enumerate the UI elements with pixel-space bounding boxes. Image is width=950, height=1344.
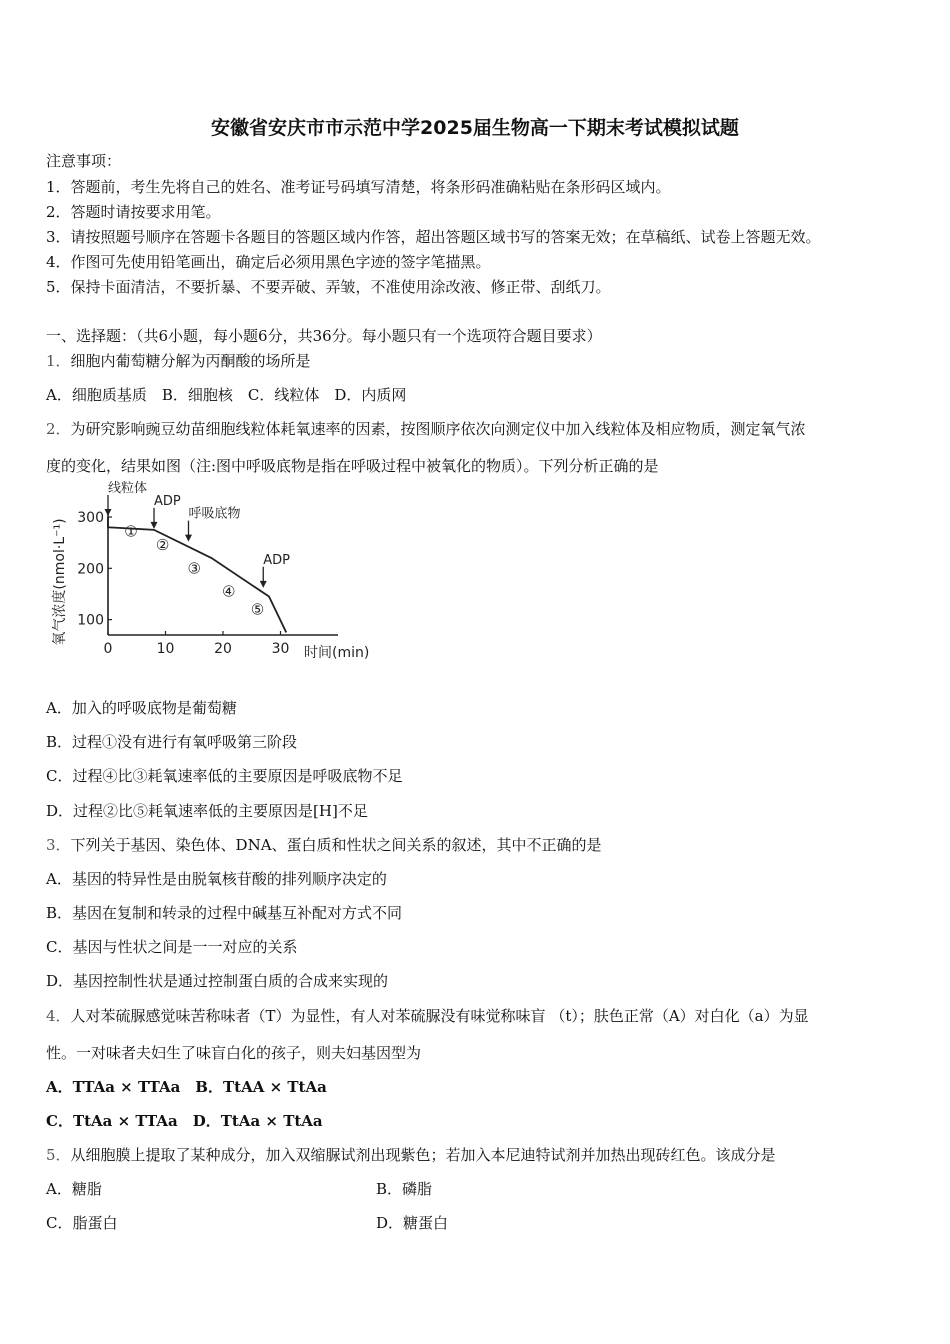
q5-option-b: B．磷脂 — [376, 1180, 433, 1198]
q3-option-d: D．基因控制性状是通过控制蛋白质的合成来实现的 — [46, 972, 389, 990]
page-title: 安徽省安庆市市示范中学2025届生物高一下期末考试模拟试题 — [211, 117, 739, 139]
q2-option-b: B．过程①没有进行有氧呼吸第三阶段 — [46, 733, 298, 751]
q4-text-1: 人对苯硫脲感觉味苦称味者（T）为显性，有人对苯硫脲没有味觉称味盲 （t）；肤色正常（A）对白化（a）为显 — [70, 1007, 809, 1025]
annotation-label: 呼吸底物 — [188, 506, 241, 522]
q3-option-a: A．基因的特异性是由脱氧核苷酸的排列顺序决定的 — [46, 870, 387, 888]
q2-option-c: C．过程④比③耗氧速率低的主要原因是呼吸底物不足 — [46, 767, 403, 785]
q5-option-c: C．脂蛋白 — [46, 1214, 118, 1232]
x-axis-label: 时间(min) — [304, 645, 370, 661]
y-tick-label: 100 — [77, 612, 104, 629]
q2-option-d: D．过程②比⑤耗氧速率低的主要原因是[H]不足 — [46, 802, 368, 820]
q5-text: 从细胞膜上提取了某种成分，加入双缩脲试剂出现紫色；若加入本尼迪特试剂并加热出现砖红色。该成分是 — [70, 1146, 776, 1164]
q2-number: 2． — [46, 420, 71, 438]
annotation-arrow-head — [185, 535, 192, 542]
q4-stem-line2: 性。一对味者夫妇生了味盲白化的孩子，则夫妇基因型为 — [46, 1044, 422, 1062]
q5-option-d: D．糖蛋白 — [376, 1214, 449, 1232]
q3-option-c: C．基因与性状之间是一一对应的关系 — [46, 938, 298, 956]
annotation-arrow-head — [151, 522, 158, 529]
section-heading: 一、选择题：（共6小题，每小题6分，共36分。每小题只有一个选项符合题目要求） — [46, 327, 602, 345]
q1-stem — [46, 351, 311, 371]
q1-number: 1． — [46, 352, 71, 370]
annotation-label: ADP — [154, 493, 181, 509]
x-tick-label: 10 — [156, 641, 175, 657]
x-tick-label: 30 — [271, 641, 290, 657]
q3-option-b: B．基因在复制和转录的过程中碱基互补配对方式不同 — [46, 904, 403, 922]
annotation-arrow-head — [260, 581, 267, 588]
stage-label: ④ — [222, 582, 236, 601]
q4-options-ab: A．TTAa × TTAa B．TtAA × TtAa — [46, 1078, 327, 1096]
y-tick-label: 300 — [77, 510, 104, 526]
stage-label: ① — [124, 522, 138, 541]
annotation-label: 线粒体 — [108, 481, 148, 496]
q1-options: A．细胞质基质 B．细胞核 C．线粒体 D．内质网 — [46, 386, 407, 404]
q3-number: 3． — [46, 836, 71, 854]
annotation-label: ADP — [263, 552, 290, 568]
note-item-3: 3．请按照题号顺序在答题卡各题目的答题区域内作答，超出答题区域书写的答案无效；在草稿纸、试卷上答题无效。 — [46, 228, 821, 246]
q1-text: 细胞内葡萄糖分解为丙酮酸的场所是 — [70, 352, 311, 370]
q3-stem — [46, 835, 602, 855]
note-item-1: 1．答题前，考生先将自己的姓名、准考证号码填写清楚，将条形码准确粘贴在条形码区域内。 — [46, 178, 671, 196]
q5-stem — [46, 1145, 776, 1165]
x-tick-label: 20 — [214, 641, 232, 657]
q3-text: 下列关于基因、染色体、DNA、蛋白质和性状之间关系的叙述，其中不正确的是 — [70, 836, 602, 854]
note-item-4: 4．作图可先使用铅笔画出，确定后必须用黑色字迹的签字笔描黑。 — [46, 253, 491, 271]
q2-option-a: A．加入的呼吸底物是葡萄糖 — [46, 699, 237, 717]
stage-label: ③ — [187, 559, 201, 578]
q4-stem-line1 — [46, 1006, 809, 1026]
oxygen-chart — [46, 481, 386, 670]
q5-number: 5． — [46, 1146, 71, 1164]
stage-label: ⑤ — [250, 600, 265, 619]
y-axis-label: 氧气浓度(nmol·L⁻¹) — [52, 518, 68, 646]
q2-stem-line1 — [46, 419, 806, 439]
notes-heading: 注意事项： — [46, 152, 122, 170]
note-item-5: 5．保持卡面清洁，不要折暴、不要弄破、弄皱，不准使用涂改液、修正带、刮纸刀。 — [46, 278, 611, 296]
y-tick-label: 200 — [77, 561, 104, 578]
note-item-2: 2．答题时请按要求用笔。 — [46, 203, 221, 221]
q2-stem-line2: 度的变化，结果如图（注:图中呼吸底物是指在呼吸过程中被氧化的物质）。下列分析正确的是 — [46, 457, 659, 475]
x-tick-label: 0 — [103, 641, 113, 657]
q2-text-1: 为研究影响豌豆幼苗细胞线粒体耗氧速率的因素，按图顺序依次向测定仪中加入线粒体及相应物质，测定氧气浓 — [70, 420, 806, 438]
q5-option-a: A．糖脂 — [46, 1180, 102, 1198]
annotation-arrow-head — [105, 509, 112, 516]
q4-options-cd: C．TtAa × TTAa D．TtAa × TtAa — [46, 1112, 323, 1130]
q4-number: 4． — [46, 1007, 71, 1025]
stage-label: ② — [155, 535, 170, 554]
